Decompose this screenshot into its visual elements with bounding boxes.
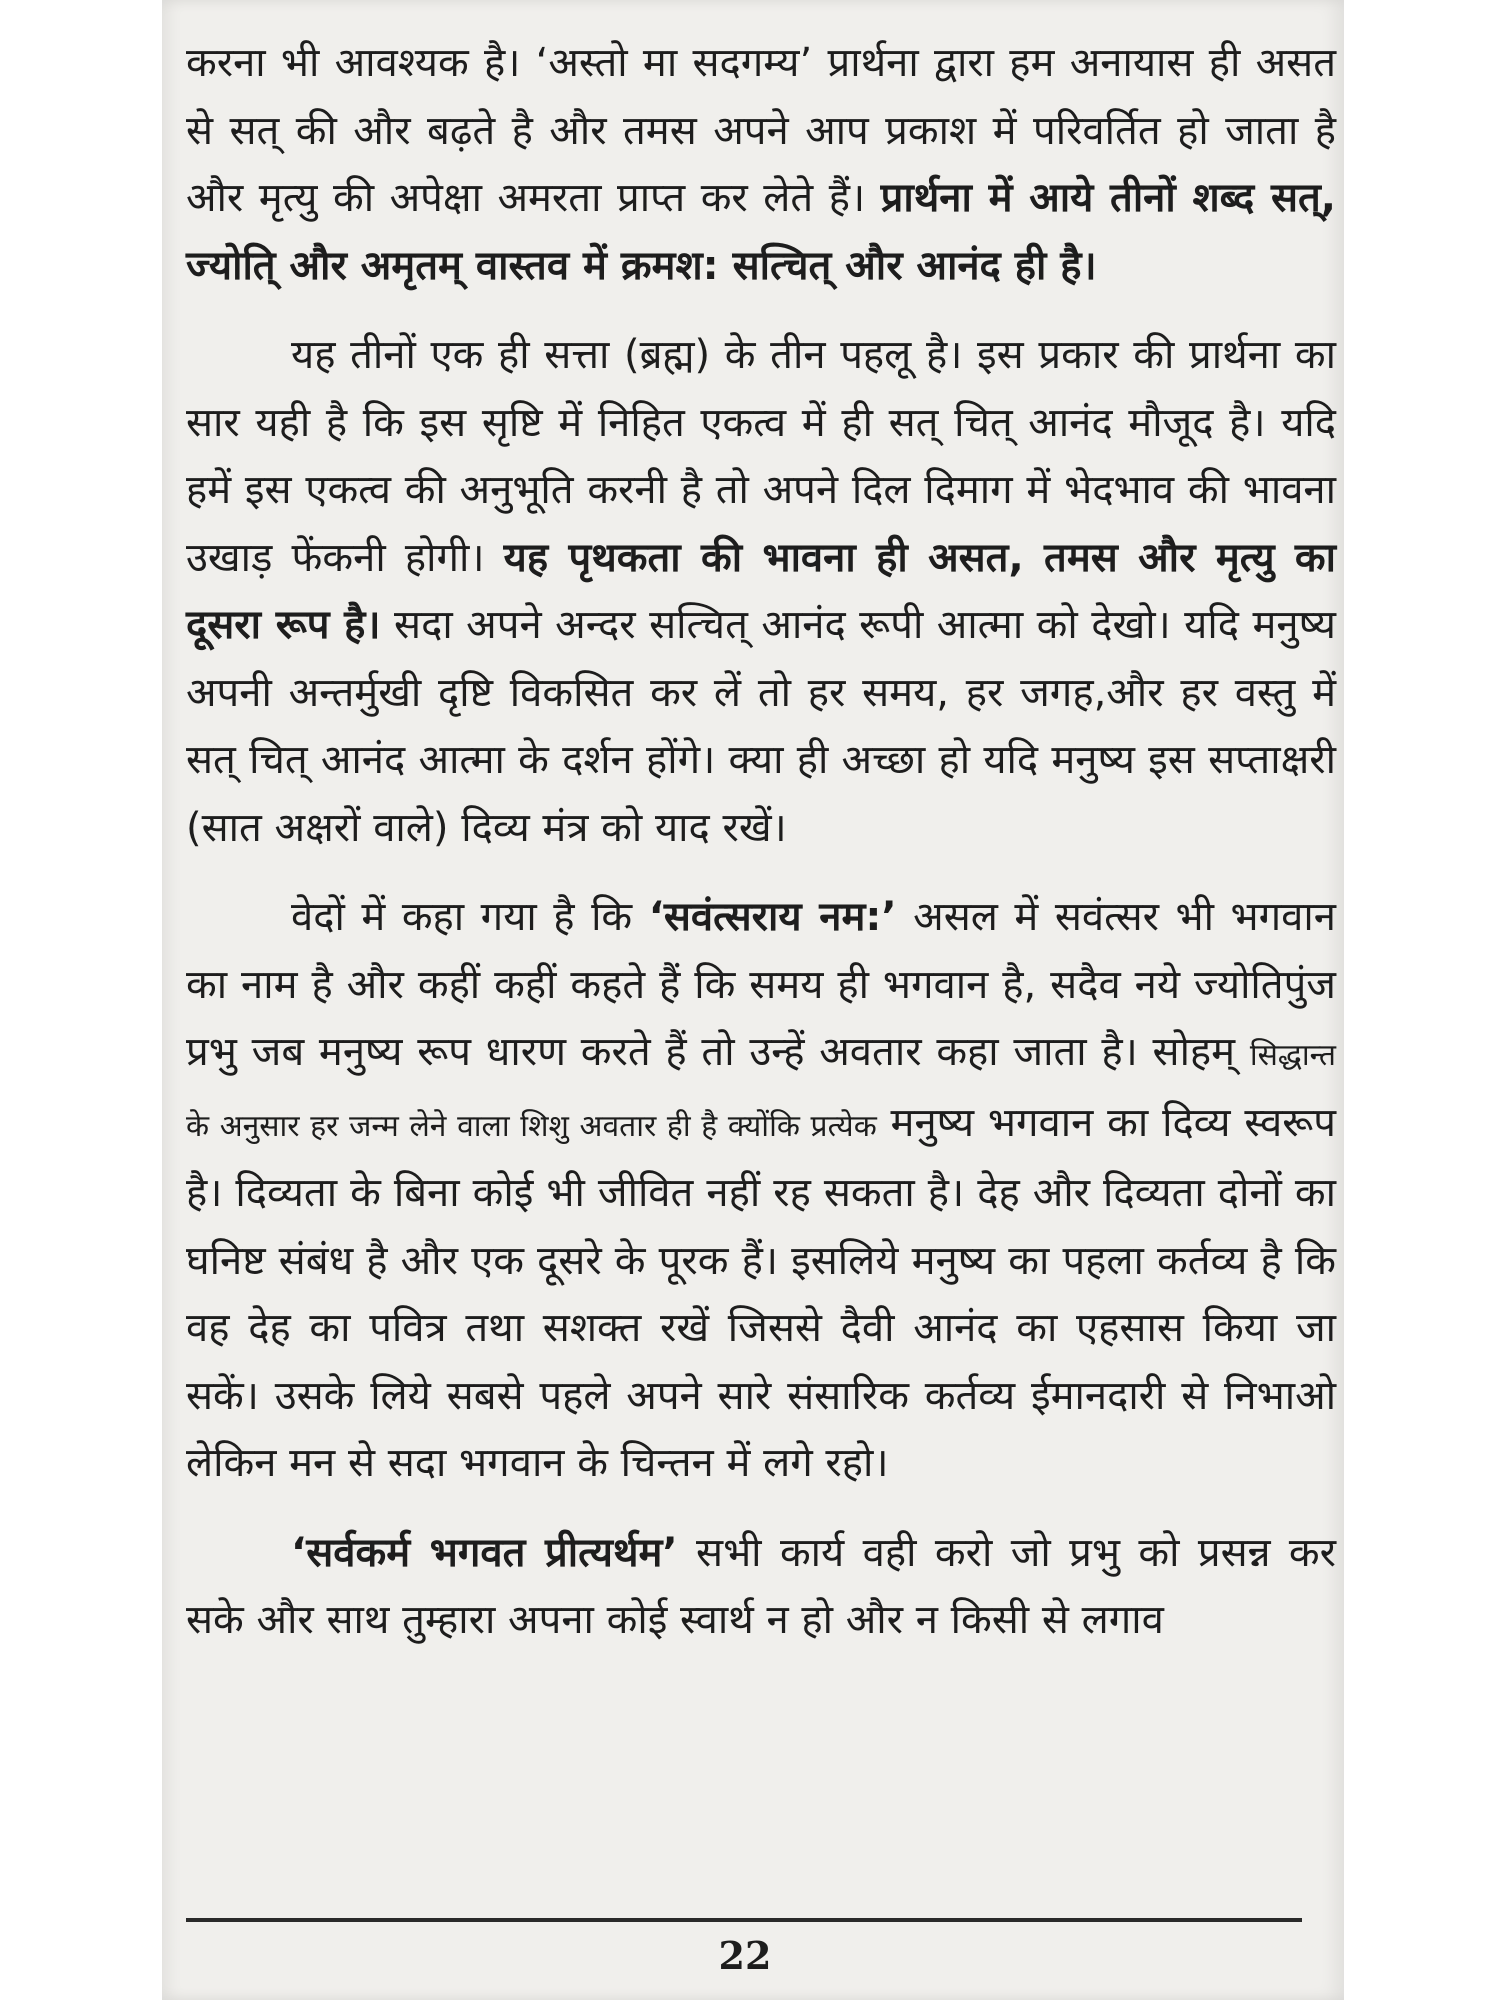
paragraph-1 [186, 30, 1336, 300]
book-page [162, 0, 1344, 2000]
paragraph-3-text-end: मनुष्य भगवान का दिव्य स्वरूप है। दिव्यता के बिना कोई भी जीवित नहीं रह सकता है। देह और दिव्यता दोनों का घनिष्ट संबंध है और एक दूसरे के पूरक हैं। इसलिये मनुष्य का पहला कर्तव्य है कि वह देह का पवित्र तथा सशक्त रखें जिससे दैवी आनंद का एहसास किया जा सकें। उसके लिये सबसे पहले अपने सारे संसारिक कर्तव्य ईमानदारी से निभाओ लेकिन मन से सदा भगवान के चिन्तन में लगे रहो। [186, 1099, 1336, 1486]
page-number: 22 [718, 1933, 772, 1978]
paragraph-2-text-end: सदा अपने अन्दर सत्चित् आनंद रूपी आत्मा को देखो। यदि मनुष्य अपनी अन्तर्मुखी दृष्टि विकसित कर लें तो हर समय, हर जगह,और हर वस्तु में सत् चित् आनंद आत्मा के दर्शन होंगे। क्या ही अच्छा हो यदि मनुष्य इस सप्ताक्षरी (सात अक्षरों वाले) दिव्य मंत्र को याद रखें। [186, 602, 1336, 851]
footer-divider [186, 1918, 1302, 1922]
paragraph-1-bold-text: प्रार्थना में आये तीनों शब्द सत्, ज्योति् और अमृतम् वास्तव में क्रमश: सत्चित् और आनंद ही है। [186, 175, 1336, 289]
paragraph-2 [186, 322, 1336, 862]
paragraph-1-text: करना भी आवश्यक है। ‘अस्तो मा सदगम्य’ प्रार्थना द्वारा हम अनायास ही असत से सत् की और बढ़ते है और तमस अपने आप प्रकाश में परिवर्तित हो जाता है और मृत्यु की अपेक्षा अमरता प्राप्त कर लेते हैं। [186, 40, 1336, 221]
paragraph-4-bold-mantra: ‘सर्वकर्म भगवत प्रीत्यर्थम’ [291, 1529, 678, 1576]
paragraph-3 [186, 884, 1336, 1498]
paragraph-3-bold-mantra: ‘सवंत्सराय नम:’ [648, 894, 897, 940]
paragraph-2-bold-text: यह पृथकता की भावना ही असत, तमस और मृत्यु का दूसरा रूप है। [186, 534, 1337, 648]
paragraph-3-text: वेदों में कहा गया है कि [291, 894, 649, 940]
paragraph-3-small-text: सिद्धान्त के अनुसार हर जन्म लेने वाला शिशु अवतार ही है क्योंकि प्रत्येक [186, 1038, 1336, 1144]
paragraph-4 [186, 1520, 1336, 1655]
paragraph-2-text: यह तीनों एक ही सत्ता (ब्रह्म) के तीन पहलू है। इस प्रकार की प्रार्थना का सार यही है कि इस सृष्टि में निहित एकत्व में ही सत् चित् आनंद मौजूद है। यदि हमें इस एकत्व की अनुभूति करनी है तो अपने दिल दिमाग में भेदभाव की भावना उखाड़ फेंकनी होगी। [186, 332, 1336, 581]
paragraph-4-text: सभी कार्य वही करो जो प्रभु को प्रसन्न कर सके और साथ तुम्हारा अपना कोई स्वार्थ न हो और न किसी से लगाव [186, 1529, 1336, 1643]
paragraph-3-text-mid: असल में सवंत्सर भी भगवान का नाम है और कहीं कहीं कहते हैं कि समय ही भगवान है, सदैव नये ज्योतिपुंज प्रभु जब मनुष्य रूप धारण करते हैं तो उन्हें अवतार कहा जाता है। सोहम् [186, 894, 1336, 1075]
body-text [186, 30, 1336, 1655]
